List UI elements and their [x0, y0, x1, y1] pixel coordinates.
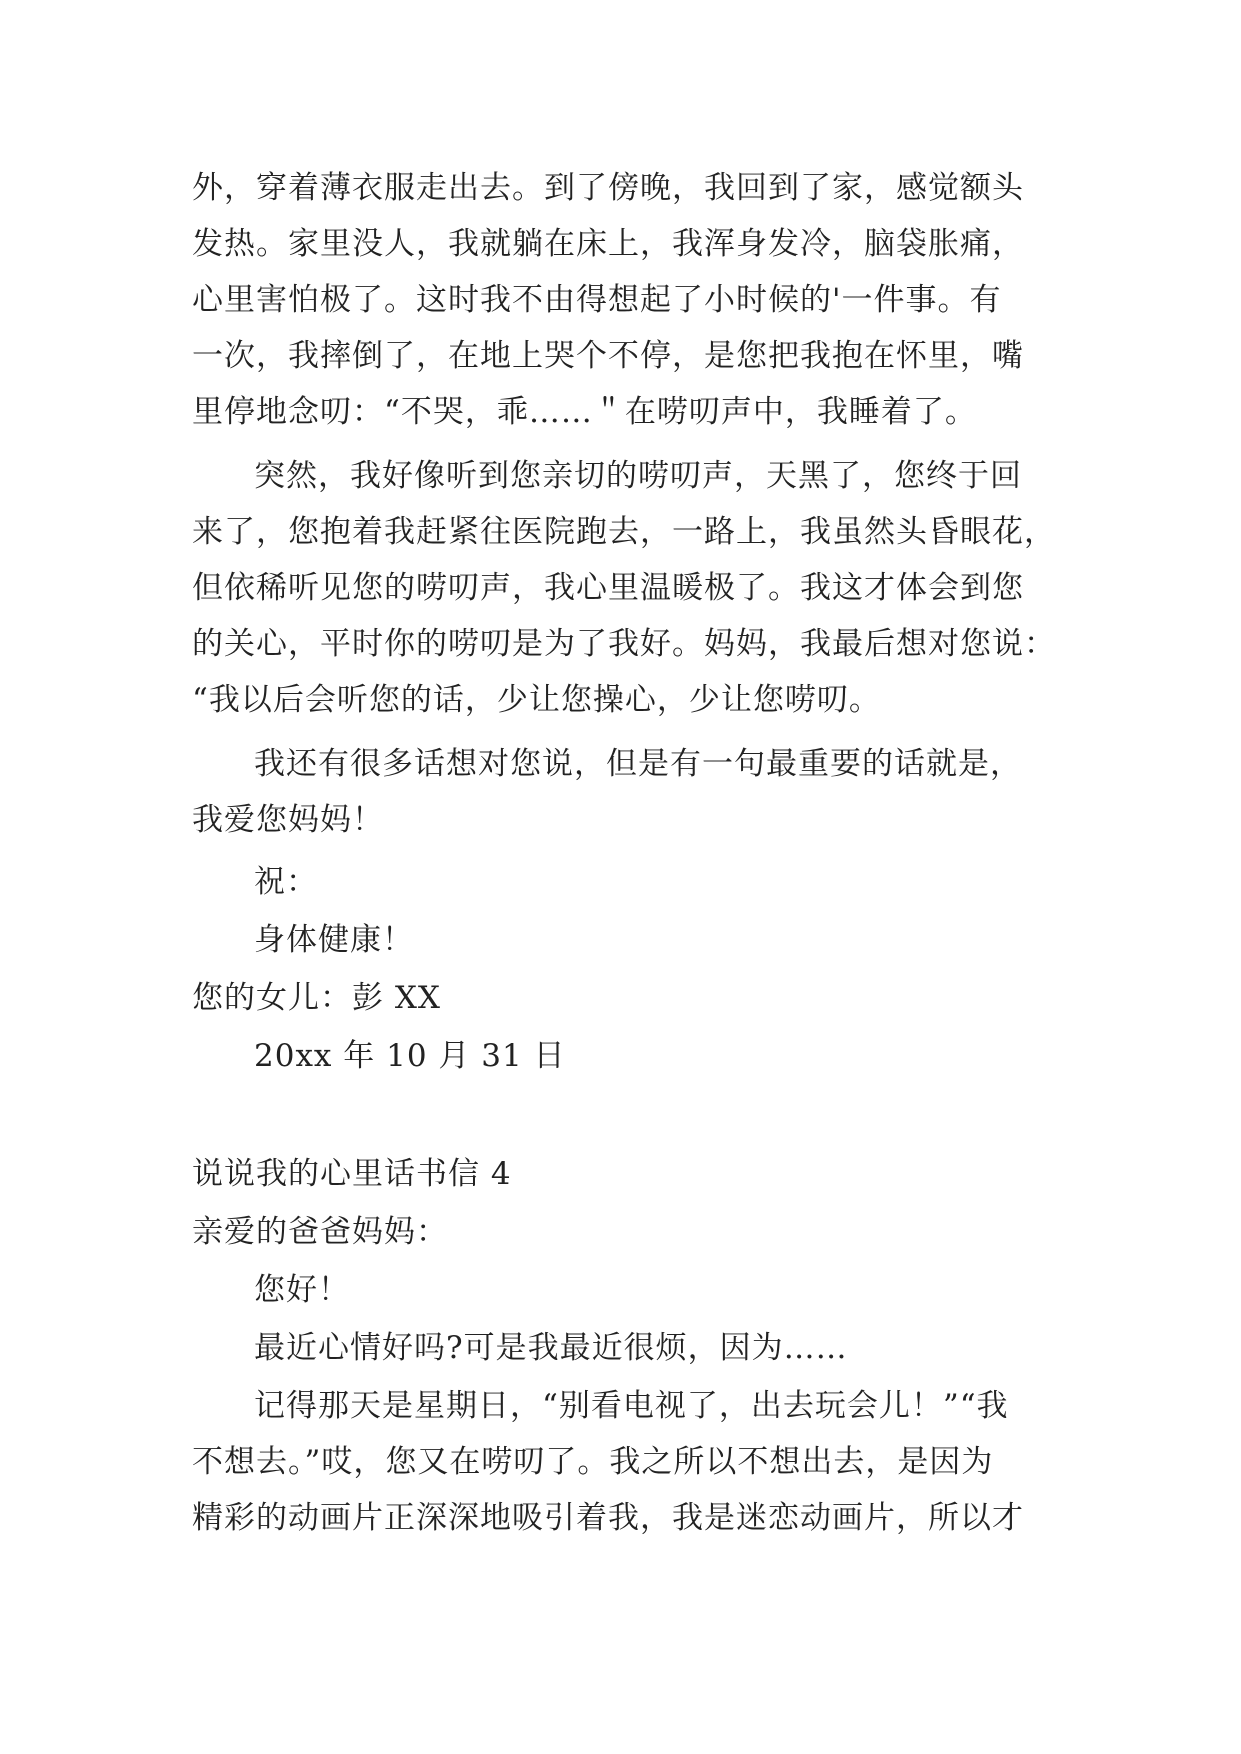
- text-line: 发热。家里没人，我就躺在床上，我浑身发冷，脑袋胀痛，: [192, 226, 1024, 262]
- letter-date: 20xx 年 10 月 31 日: [254, 1038, 566, 1074]
- text-line: “我以后会听您的话，少让您操心，少让您唠叨。: [192, 682, 881, 718]
- paragraph-first-line: 记得那天是星期日，“别看电视了，出去玩会儿！”“我: [254, 1388, 1009, 1424]
- text-line: 我爱您妈妈！: [192, 802, 384, 838]
- text-line: 精彩的动画片正深深地吸引着我，我是迷恋动画片，所以才: [192, 1500, 1024, 1536]
- paragraph-first-line: 最近心情好吗?可是我最近很烦，因为……: [254, 1330, 848, 1366]
- text-line: 里停地念叨：“不哭，乖……＂在唠叨声中，我睡着了。: [192, 394, 977, 430]
- closing-wish: 身体健康！: [254, 922, 414, 958]
- text-line: 心里害怕极了。这时我不由得想起了小时候的'一件事。有: [192, 282, 1002, 318]
- greeting: 亲爱的爸爸妈妈：: [192, 1214, 448, 1250]
- text-line: 但依稀听见您的唠叨声，我心里温暖极了。我这才体会到您: [192, 570, 1024, 606]
- section-heading: 说说我的心里话书信 4: [192, 1156, 512, 1192]
- paragraph-first-line: 我还有很多话想对您说，但是有一句最重要的话就是，: [254, 746, 1022, 782]
- text-line: 不想去。”哎，您又在唠叨了。我之所以不想出去，是因为: [192, 1444, 994, 1480]
- text-line: 一次，我摔倒了，在地上哭个不停，是您把我抱在怀里，嘴: [192, 338, 1024, 374]
- text-line: 来了，您抱着我赶紧往医院跑去，一路上，我虽然头昏眼花，: [192, 514, 1056, 550]
- paragraph-first-line: 突然，我好像听到您亲切的唠叨声，天黑了，您终于回: [254, 458, 1022, 494]
- signature: 您的女儿：彭 XX: [192, 980, 441, 1016]
- closing-salutation: 祝：: [254, 864, 318, 900]
- text-line: 外，穿着薄衣服走出去。到了傍晚，我回到了家，感觉额头: [192, 170, 1024, 206]
- opening-line: 您好！: [254, 1272, 350, 1308]
- text-line: 的关心，平时你的唠叨是为了我好。妈妈，我最后想对您说：: [192, 626, 1056, 662]
